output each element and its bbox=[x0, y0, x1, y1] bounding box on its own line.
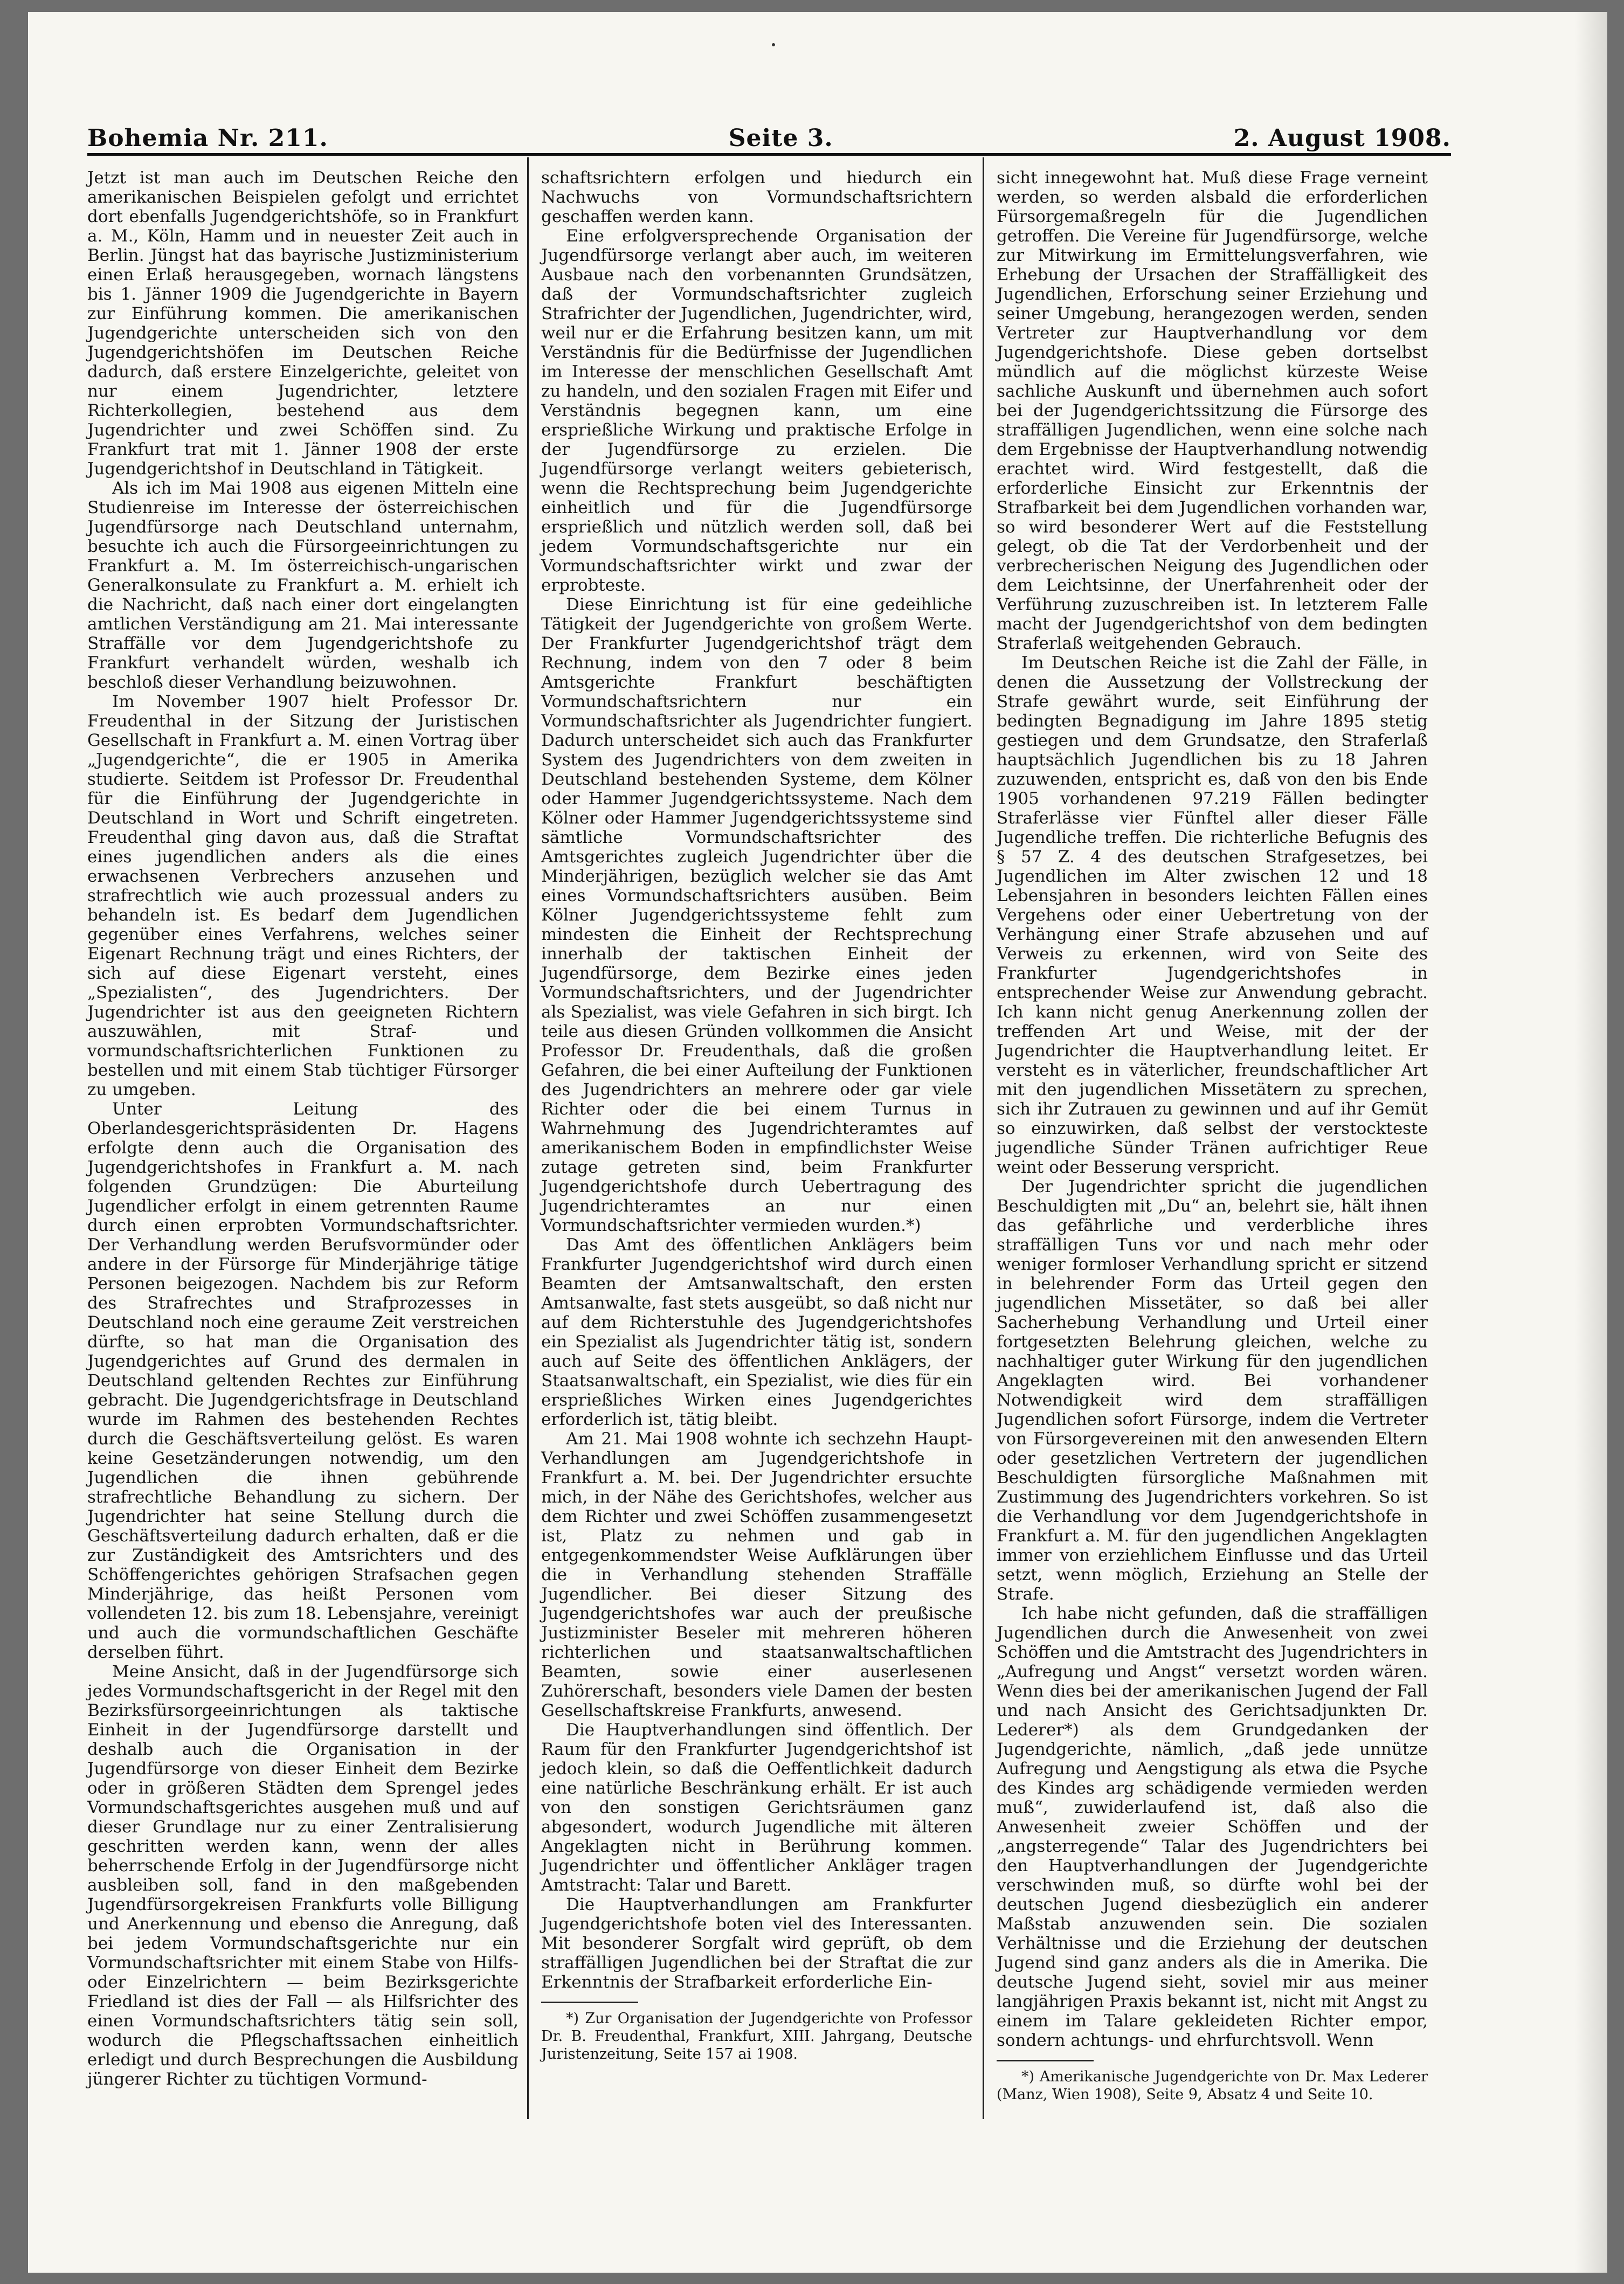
paragraph: sicht innegewohnt hat. Muß diese Frage verneint werden, so werden alsbald die erforderlichen Fürsorgemaßregeln für die Jugendlichen getroffen. Die Vereine für Jugendfürsorge, welche zur Mitwirkung im Ermittelungsverfahren, wie Erhebung der Ursachen der Straffälligkeit des Jugendlichen, Erforschung seiner Erziehung und seiner Umgebung, herangezogen werden, senden Vertreter zur Hauptverhandlung vor dem Jugendgerichtshofe. Diese geben dortselbst mündlich auf die möglichst kürzeste Weise sachliche Auskunft und übernehmen auch sofort bei der Jugendgerichtssitzung die Fürsorge des straffälligen Jugendlichen, wenn eine solche nach dem Ergebnisse der Hauptverhandlung notwendig erachtet wird. Wird festgestellt, daß die erforderliche Einsicht zur Erkenntnis der Strafbarkeit bei dem Jugendlichen vorhanden war, so wird besonderer Wert auf die Feststellung gelegt, ob die Tat der Verdorbenheit und der verbrecherischen Neigung des Jugendlichen oder dem Leichtsinne, der Unerfahrenheit oder der Verführung zuzuschreiben ist. In letzterem Falle macht der Jugendgerichtshof von dem bedingten Straferlaß weitgehenden Gebrauch. bbox=[997, 168, 1428, 653]
paragraph: Am 21. Mai 1908 wohnte ich sechzehn Haupt-Verhandlungen am Jugendgerichtshofe in Frankfurt a. M. bei. Der Jugendrichter ersuchte mich, in der Nähe des Gerichtshofes, welcher aus dem Richter und zwei Schöffen zusammengesetzt ist, Platz zu nehmen und gab in entgegenkommendster Weise Aufklärungen über die in Verhandlung stehenden Straffälle Jugendlicher. Bei dieser Sitzung des Jugendgerichtshofes war auch der preußische Justizminister Beseler mit mehreren höheren richterlichen und staatsanwaltschaftlichen Beamten, sowie einer auserlesenen Zuhörerschaft, besonders viele Damen der besten Gesellschaftskreise Frankfurts, anwesend. bbox=[541, 1429, 972, 1720]
paragraph: schaftsrichtern erfolgen und hiedurch ein Nachwuchs von Vormundschaftsrichtern geschaffen werden kann. bbox=[541, 168, 972, 226]
print-speck bbox=[772, 43, 775, 46]
masthead-issue: Bohemia Nr. 211. bbox=[87, 124, 328, 152]
column-divider-2 bbox=[983, 157, 984, 2119]
column-divider-1 bbox=[527, 157, 529, 2119]
footnote: *) Zur Organisation der Jugendgerichte von Professor Dr. B. Freudenthal, Frankfurt, XIII. Jahrgang, Deutsche Juristenzeitung, Seite 157 ai 1908. bbox=[541, 2010, 972, 2062]
newspaper-page bbox=[28, 12, 1607, 2273]
paragraph: Die Hauptverhandlungen sind öffentlich. Der Raum für den Frankfurter Jugendgerichtshof ist jedoch klein, so daß die Oeffentlichkeit dadurch eine natürliche Beschränkung erhält. Er ist auch von den sonstigen Gerichtsräumen ganz abgesondert, wodurch Jugendliche mit älteren Angeklagten nicht in Berührung kommen. Jugendrichter und öffentlicher Ankläger tragen Amtstracht: Talar und Barett. bbox=[541, 1720, 972, 1895]
paragraph: Als ich im Mai 1908 aus eigenen Mitteln eine Studienreise im Interesse der österreichischen Jugendfürsorge nach Deutschland unternahm, besuchte ich auch die Fürsorgeeinrichtungen zu Frankfurt a. M. Im österreichisch-ungarischen Generalkonsulate zu Frankfurt a. M. erhielt ich die Nachricht, daß nach einer dort eingelangten amtlichen Verständigung am 21. Mai interessante Straffälle vor dem Jugendgerichtshofe zu Frankfurt verhandelt würden, weshalb ich beschloß dieser Verhandlung beizuwohnen. bbox=[87, 479, 519, 692]
paragraph: Im November 1907 hielt Professor Dr. Freudenthal in der Sitzung der Juristischen Gesellschaft in Frankfurt a. M. einen Vortrag über „Jugendgerichte“, die er 1905 in Amerika studierte. Seitdem ist Professor Dr. Freudenthal für die Einführung der Jugendgerichte in Deutschland in Wort und Schrift eingetreten. Freudenthal ging davon aus, daß die Straftat eines jugendlichen anders als die eines erwachsenen Verbrechers anzusehen und strafrechtlich wie auch prozessual anders zu behandeln ist. Es bedarf dem Jugendlichen gegenüber eines Verfahrens, welches seiner Eigenart Rechnung trägt und eines Richters, der sich auf diese Eigenart versteht, eines „Spezialisten“, des Jugendrichters. Der Jugendrichter ist aus den geeigneten Richtern auszuwählen, mit Straf- und vormundschaftsrichterlichen Funktionen zu bestellen und mit einem Stab tüchtiger Fürsorger zu umgeben. bbox=[87, 692, 519, 1099]
footnote: *) Amerikanische Jugendgerichte von Dr. Max Lederer (Manz, Wien 1908), Seite 9, Absatz 4 und Seite 10. bbox=[997, 2068, 1428, 2103]
footnote-rule bbox=[997, 2060, 1094, 2061]
paragraph: Die Hauptverhandlungen am Frankfurter Jugendgerichtshofe boten viel des Interessanten. Mit besonderer Sorgfalt wird geprüft, ob dem straffälligen Jugendlichen bei der Straftat die zur Erkenntnis der Strafbarkeit erforderliche Ein- bbox=[541, 1895, 972, 1992]
paragraph: Diese Einrichtung ist für eine gedeihliche Tätigkeit der Jugendgerichte von großem Werte. Der Frankfurter Jugendgerichtshof trägt dem Rechnung, indem von den 7 oder 8 beim Amtsgerichte Frankfurt beschäftigten Vormundschaftsrichtern nur ein Vormundschaftsrichter als Jugendrichter fungiert. Dadurch unterscheidet sich auch das Frankfurter System des Jugendrichters von dem zweiten in Deutschland bestehenden Systeme, dem Kölner oder Hammer Jugendgerichtssysteme. Nach dem Kölner oder Hammer Jugendgerichtssysteme sind sämtliche Vormundschaftsrichter des Amtsgerichtes zugleich Jugendrichter über die Minderjährigen, bezüglich welcher sie das Amt eines Vormundschaftsrichters ausüben. Beim Kölner Jugendgerichtssysteme fehlt zum mindesten die Einheit der Rechtsprechung innerhalb der taktischen Einheit der Jugendfürsorge, dem Bezirke eines jeden Vormundschaftsrichters, und der Jugendrichter als Spezialist, was viele Gefahren in sich birgt. Ich teile aus diesen Gründen vollkommen die Ansicht Professor Dr. Freudenthals, daß die großen Gefahren, die bei einer Aufteilung der Funktionen des Jugendrichters an mehrere oder gar viele Richter oder die bei einem Turnus in Wahrnehmung des Jugendrichteramtes auf amerikanischem Boden in empfindlichster Weise zutage getreten sind, beim Frankfurter Jugendgerichtshofe durch Uebertragung des Jugendrichteramtes an nur einen Vormundschaftsrichter vermieden wurden.*) bbox=[541, 595, 972, 1235]
paragraph: Im Deutschen Reiche ist die Zahl der Fälle, in denen die Aussetzung der Vollstreckung der Strafe gewährt wurde, seit Einführung der bedingten Begnadigung im Jahre 1895 stetig gestiegen und dem Grundsatze, den Straferlaß hauptsächlich Jugendlichen bis zu 18 Jahren zuzuwenden, entspricht es, daß von den bis Ende 1905 vorhandenen 97.219 Fällen bedingter Straferlässe vier Fünftel aller dieser Fälle Jugendliche treffen. Die richterliche Befugnis des § 57 Z. 4 des deutschen Strafgesetzes, bei Jugendlichen im Alter zwischen 12 und 18 Lebensjahren in besonders leichten Fällen eines Vergehens oder einer Uebertretung von der Verhängung einer Strafe abzusehen und auf Verweis zu erkennen, wird von Seite des Frankfurter Jugendgerichtshofes in entsprechender Weise zur Anwendung gebracht. Ich kann nicht genug Anerkennung zollen der treffenden Art und Weise, mit der der Jugendrichter die Hauptverhandlung leitet. Er versteht es in väterlicher, freundschaftlicher Art mit den jugendlichen Missetätern zu sprechen, sich ihr Zutrauen zu gewinnen und auf ihr Gemüt so einzuwirken, daß selbst der verstockteste jugendliche Sünder Tränen aufrichtiger Reue weint oder Besserung verspricht. bbox=[997, 653, 1428, 1177]
header-rule bbox=[87, 153, 1451, 156]
column-1 bbox=[87, 168, 519, 2130]
paragraph: Ich habe nicht gefunden, daß die straffälligen Jugendlichen durch die Anwesenheit von zwei Schöffen und die Amtstracht des Jugendrichters in „Aufregung und Angst“ versetzt worden wären. Wenn dies bei der amerikanischen Jugend der Fall und nach Ansicht des Gerichtsadjunkten Dr. Lederer*) als dem Grundgedanken der Jugendgerichte, nämlich, „daß jede unnütze Aufregung und Aengstigung als etwa die Psyche des Kindes arg schädigende vermieden werden muß“, zuwiderlaufend ist, daß also die Anwesenheit zweier Schöffen und der „angsterregende“ Talar des Jugendrichters bei den Hauptverhandlungen der Jugendgerichte verschwinden muß, so dürfte wohl bei der deutschen Jugend diesbezüglich ein anderer Maßstab anzuwenden sein. Die sozialen Verhältnisse und die Erziehung der deutschen Jugend sind ganz anders als die in Amerika. Die deutsche Jugend sieht, soviel mir aus meiner langjährigen Praxis bekannt ist, nicht mit Angst zu einem im Talare gekleideten Richter empor, sondern achtungs- und ehrfurchtsvoll. Wenn bbox=[997, 1604, 1428, 2050]
paragraph: Der Jugendrichter spricht die jugendlichen Beschuldigten mit „Du“ an, belehrt sie, hält ihnen das gefährliche und verderbliche ihres straffälligen Tuns vor und nach mehr oder weniger formloser Verhandlung spricht er sitzend in belehrender Form das Urteil gegen den jugendlichen Missetäter, so daß bei aller Sacherhebung Verhandlung und Urteil einer fortgesetzten Belehrung gleichen, welche zu nachhaltiger guter Wirkung für den jugendlichen Angeklagten wird. Bei vorhandener Notwendigkeit wird dem straffälligen Jugendlichen sofort Fürsorge, indem die Vertreter von Fürsorgevereinen mit den anwesenden Eltern oder gesetzlichen Vertretern der jugendlichen Beschuldigten fürsorgliche Maßnahmen mit Zustimmung des Jugendrichters vorkehren. So ist die Verhandlung vor dem Jugendgerichtshofe in Frankfurt a. M. für den jugendlichen Angeklagten immer von erziehlichem Einflusse und das Urteil setzt, wenn möglich, Erziehung an Stelle der Strafe. bbox=[997, 1177, 1428, 1604]
column-2 bbox=[541, 168, 972, 2119]
paragraph: Das Amt des öffentlichen Anklägers beim Frankfurter Jugendgerichtshof wird durch einen Beamten der Amtsanwaltschaft, den ersten Amtsanwalte, fast stets ausgeübt, so daß nicht nur auf dem Richterstuhle des Jugendgerichtshofes ein Spezialist als Jugendrichter tätig ist, sondern auch auf Seite des öffentlichen Anklägers, der Staatsanwaltschaft, ein Spezialist, wie dies für ein ersprießliches Wirken eines Jugendgerichtes erforderlich ist, tätig bleibt. bbox=[541, 1235, 972, 1429]
column-3 bbox=[997, 168, 1428, 2108]
page-header bbox=[87, 114, 1451, 152]
paragraph: Unter Leitung des Oberlandesgerichtspräsidenten Dr. Hagens erfolgte denn auch die Organisation des Jugendgerichtshofes in Frankfurt a. M. nach folgenden Grundzügen: Die Aburteilung Jugendlicher erfolgt in einem getrennten Raume durch einen erprobten Vormundschaftsrichter. Der Verhandlung werden Berufsvormünder oder andere in der Fürsorge für Minderjährige tätige Personen beigezogen. Nachdem bis zur Reform des Strafrechtes und Strafprozesses in Deutschland noch eine geraume Zeit verstreichen dürfte, so hat man die Organisation des Jugendgerichtes auf Grund des dermalen in Deutschland geltenden Rechtes zur Einführung gebracht. Die Jugendgerichtsfrage in Deutschland wurde im Rahmen des bestehenden Rechtes durch die Geschäftsverteilung gelöst. Es waren keine Gesetzänderungen notwendig, um den Jugendlichen die ihnen gebührende strafrechtliche Behandlung zu sichern. Der Jugendrichter hat seine Stellung durch die Geschäftsverteilung dadurch erhalten, daß er die zur Zuständigkeit des Amtsrichters und des Schöffengerichtes gehörigen Strafsachen gegen Minderjährige, das heißt Personen vom vollendeten 12. bis zum 18. Lebensjahre, vereinigt und auch die vormundschaftlichen Geschäfte derselben führt. bbox=[87, 1099, 519, 1662]
page-number: Seite 3. bbox=[728, 124, 833, 152]
paragraph: Eine erfolgversprechende Organisation der Jugendfürsorge verlangt aber auch, im weiteren Ausbaue nach den vorbenannten Grundsätzen, daß der Vormundschaftsrichter zugleich Strafrichter der Jugendlichen, Jugendrichter, wird, weil nur er die Erfahrung besitzen kann, um mit Verständnis für die Bedürfnisse der Jugendlichen im Interesse der menschlichen Gesellschaft Amt zu handeln, und den sozialen Fragen mit Eifer und Verständnis begegnen kann, um eine ersprießliche Wirkung und praktische Erfolge in der Jugendfürsorge zu erzielen. Die Jugendfürsorge verlangt weiters gebieterisch, wenn die Rechtsprechung beim Jugendgerichte einheitlich und für die Jugendfürsorge ersprießlich und nützlich werden soll, daß bei jedem Vormundschaftsgerichte nur ein Vormundschaftsrichter wirkt und zwar der erprobteste. bbox=[541, 226, 972, 595]
issue-date: 2. August 1908. bbox=[1233, 124, 1451, 152]
page-edge-shadow bbox=[1575, 12, 1607, 2273]
footnote-rule bbox=[541, 2002, 638, 2003]
paragraph: Meine Ansicht, daß in der Jugendfürsorge sich jedes Vormundschaftsgericht in der Regel mit den Bezirksfürsorgeeinrichtungen als taktische Einheit in der Jugendfürsorge darstellt und deshalb auch die Organisation in der Jugendfürsorge von dieser Einheit dem Bezirke oder in größeren Städten dem Sprengel jedes Vormundschaftsgerichtes ausgehen muß und auf dieser Grundlage nur zu einer Zentralisierung geschritten werden kann, wenn der alles beherrschende Erfolg in der Jugendfürsorge nicht ausbleiben soll, fand in den maßgebenden Jugendfürsorgekreisen Frankfurts volle Billigung und Anerkennung und ebenso die Anregung, daß bei jedem Vormundschaftsgerichte nur ein Vormundschaftsrichter mit einem Stabe von Hilfs- oder Einzelrichtern — beim Bezirksgerichte Friedland ist dies der Fall — als Hilfsrichter des einen Vormundschaftsrichters tätig sein soll, wodurch die Pflegschaftssachen einheitlich erledigt und durch Besprechungen die Ausbildung jüngerer Richter zu tüchtigen Vormund- bbox=[87, 1662, 519, 2089]
paragraph: Jetzt ist man auch im Deutschen Reiche den amerikanischen Beispielen gefolgt und errichtet dort ebenfalls Jugendgerichtshöfe, so in Frankfurt a. M., Köln, Hamm und in neuester Zeit auch in Berlin. Jüngst hat das bayrische Justizministerium einen Erlaß herausgegeben, wornach längstens bis 1. Jänner 1909 die Jugendgerichte in Bayern zur Einführung kommen. Die amerikanischen Jugendgerichte unterscheiden sich von den Jugendgerichtshöfen im Deutschen Reiche dadurch, daß erstere Einzelgerichte, geleitet von nur einem Jugendrichter, letztere Richterkollegien, bestehend aus dem Jugendrichter und zwei Schöffen sind. Zu Frankfurt trat mit 1. Jänner 1908 der erste Jugendgerichtshof in Deutschland in Tätigkeit. bbox=[87, 168, 519, 479]
